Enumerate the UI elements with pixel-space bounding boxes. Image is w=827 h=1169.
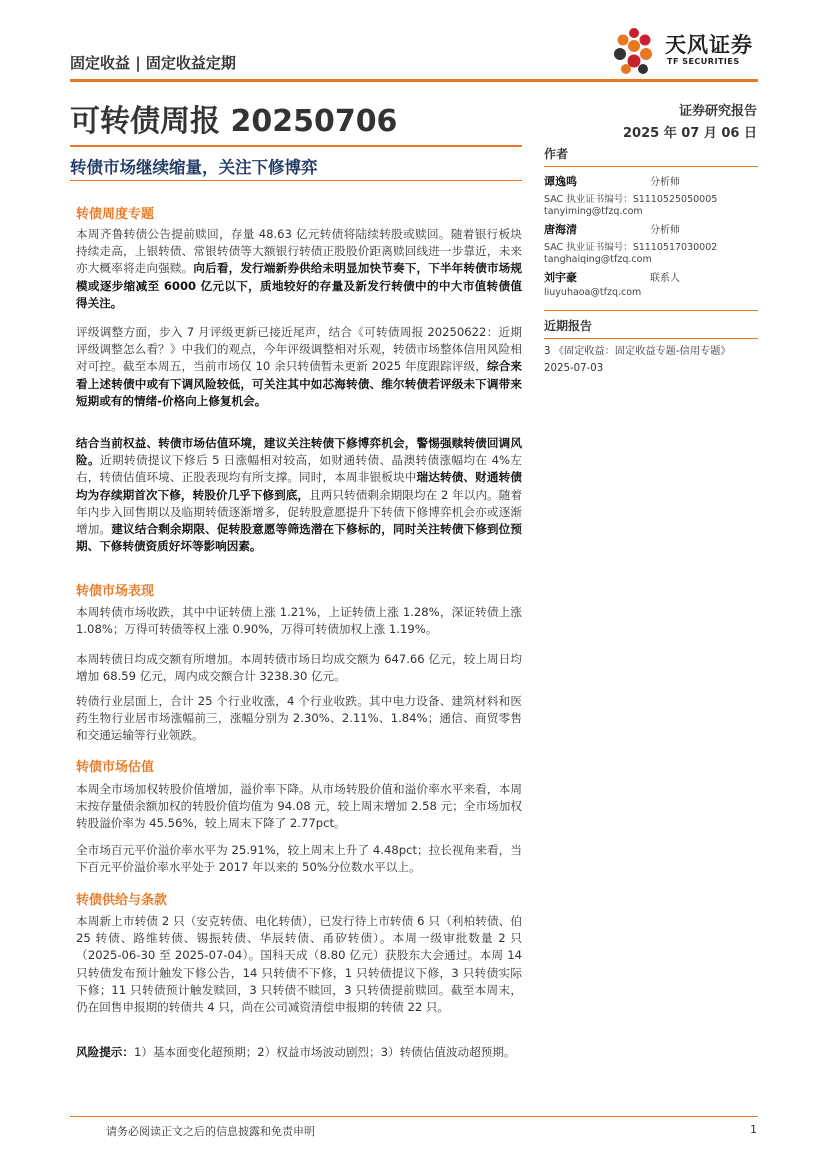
risk-warning-text: 1）基本面变化超预期；2）权益市场波动剧烈；3）转债估值波动超预期。 xyxy=(133,1045,516,1059)
paragraph-text: 评级调整方面，步入 7 月评级更新已接近尾声，结合《可转债周报 20250622：近期评级调整怎么看？》中我们的观点，今年评级调整相对乐观，转债市场整体信用风险相对可控。截至本周五，当前市场仅 10 余只转债暂未更新 2025 年度跟踪评级， xyxy=(76,325,522,374)
author-block xyxy=(544,173,758,217)
author-email[interactable]: tanyiming@tfzq.com xyxy=(544,206,643,217)
paragraph-text: 近期转债提议下修后 5 日涨幅相对较高，如财通转债、晶澳转债涨幅均在 4%左右，转债估值环境、正股表现均有所支撑。同时，本周非银板块中 xyxy=(76,453,522,485)
risk-warning xyxy=(76,1044,522,1061)
author-name: 刘宇豪 xyxy=(544,271,577,284)
authors-heading: 作者 xyxy=(544,147,569,161)
page-number: 1 xyxy=(750,1123,757,1136)
author-sac-number: SAC 执业证书编号：S1110525050005 xyxy=(544,194,718,205)
recent-report-link[interactable]: 3 《固定收益：固定收益专题-信用专题》 2025-07-03 xyxy=(544,346,731,374)
author-email[interactable]: tanghaiqing@tfzq.com xyxy=(544,254,652,265)
author-name: 唐海清 xyxy=(544,223,577,236)
paragraph-turnover: 本周转债日均成交额有所增加。本周转债市场日均成交额为 647.66 亿元，较上周日均增加 68.59 亿元，周内成交额合计 3238.30 亿元。 xyxy=(76,652,522,684)
paragraph-supply: 本周新上市转债 2 只（安克转债、电化转债），已发行待上市转债 6 只（利柏转债、伯 25 转债、路维转债、锡振转债、华辰转债、甬矽转债）。本周一级审批数量 2 只（2025-06-30 至 2025-07-04）。国科天成（8.80 亿元）获股东大会通过。本周 14 只转债发布预计触发下修公告，14 只转债不下修，1 只转债提议下修，3 只转债实际下修；11 只转债预计触发赎回，3 只转债不赎回，3 只转债提前赎回。截至本周末，仍在回售申报期的转债共 4 只，尚在公司减资清偿申报期的转债 22 只。 xyxy=(76,914,522,1015)
tf-securities-logo-icon xyxy=(608,26,664,76)
paragraph-industry: 转债行业层面上，合计 25 个行业收涨，4 个行业收跌。其中电力设备、建筑材料和医药生物行业居市场涨幅前三，涨幅分别为 2.30%、2.11%、1.84%；通信、商贸零售和交通运输等行业领跌。 xyxy=(76,694,522,743)
authors-divider xyxy=(544,166,758,167)
page-title: 可转债周报 20250706 xyxy=(70,104,398,139)
paragraph-conversion-value: 本周全市场加权转股价值增加，溢价率下降。从市场转股价值和溢价率水平来看，本周末按存量债余额加权的转股价值均值为 94.08 元，较上周末增加 2.58 元；全市场加权转股溢价率为 45.56%，较上周末下降了 2.77pct。 xyxy=(76,782,522,831)
section-heading-weekly-topic: 转债周度专题 xyxy=(76,207,155,222)
report-type: 证券研究报告 xyxy=(678,104,757,119)
paragraph-text: 本周齐鲁转债公告提前赎回，存量 48.63 亿元转债将陆续转股或赎回。随着银行板块持续走高，上银转债、常银转债等大额银行转债正股股价距离赎回线进一步靠近，未来亦大概率将走向强赎。 xyxy=(76,227,522,276)
report-category: 固定收益 | 固定收益定期 xyxy=(70,54,236,72)
author-email[interactable]: liuyuhaoa@tfzq.com xyxy=(544,287,642,298)
section-heading-market-performance: 转债市场表现 xyxy=(76,584,155,599)
title-divider xyxy=(70,145,522,147)
logo-english-name: TF SECURITIES xyxy=(667,57,740,66)
section-heading-valuation: 转债市场估值 xyxy=(76,760,155,775)
section-heading-supply-terms: 转债供给与条款 xyxy=(76,893,168,908)
subtitle-divider xyxy=(70,180,522,181)
author-block xyxy=(544,221,758,265)
author-name: 谭逸鸣 xyxy=(544,175,577,188)
paragraph-index-performance: 本周转债市场收跌，其中中证转债上涨 1.21%，上证转债上涨 1.28%，深证转债上涨 1.08%；万得可转债等权上涨 0.90%，万得可转债加权上涨 1.19%。 xyxy=(76,605,522,637)
risk-warning-label: 风险提示： xyxy=(76,1045,134,1059)
author-block xyxy=(544,269,758,298)
logo-chinese-name: 天风证券 xyxy=(665,33,753,57)
paragraph-emphasis: 建议结合剩余期限、促转股意愿等筛选潜在下修标的，同时关注转债下修到位预期、下修转债资质好坏等影响因素。 xyxy=(76,522,522,554)
header-divider xyxy=(70,79,758,82)
paragraph-emphasis: 结合当前权益、转债市场估值环境，建议关注转债下修博弈机会，警惕强赎转债回调风险。 xyxy=(76,436,522,468)
page-subtitle: 转债市场继续缩量，关注下修博弈 xyxy=(70,158,318,177)
author-role: 联系人 xyxy=(650,273,680,284)
recent-reports-heading: 近期报告 xyxy=(544,319,593,333)
author-role: 分析师 xyxy=(650,177,680,188)
report-date: 2025 年 07 月 06 日 xyxy=(623,126,757,141)
paragraph-emphasis: 综合来看上述转债中或有下调风险较低，可关注其中如芯海转债、维尔转债若评级未下调带来短期或有的情绪-价格向上修复机会。 xyxy=(76,359,522,408)
footer-disclaimer: 请务必阅读正文之后的信息披露和免责申明 xyxy=(106,1125,315,1138)
paragraph-emphasis: 向后看，发行端新券供给未明显加快节奏下，下半年转债市场规模或逐步缩减至 6000 亿元以下，质地较好的存量及新发行转债中的中大市值转债值得关注。 xyxy=(76,261,522,310)
paragraph-emphasis: 瑞达转债、财通转债均为存续期首次下修，转股价几乎下修到底， xyxy=(76,470,522,502)
paragraph-rating xyxy=(76,324,522,410)
paragraph-text: 且两只转债剩余期限均在 2 年以内。随着年内步入回售期以及临期转债逐渐增多，促转股意愿提升下转债下修博弈机会亦或逐渐增加。 xyxy=(76,487,522,537)
paragraph-downward-revision xyxy=(76,435,522,555)
author-role: 分析师 xyxy=(650,225,680,236)
paragraph-issuance xyxy=(76,226,522,312)
paragraph-premium: 全市场百元平价溢价率水平为 25.91%，较上周末上升了 4.48pct；拉长视角来看，当下百元平价溢价率水平处于 2017 年以来的 50%分位数水平以上。 xyxy=(76,843,522,875)
sidebar xyxy=(544,145,758,377)
recent-divider xyxy=(544,338,758,339)
author-sac-number: SAC 执业证书编号：S1110517030002 xyxy=(544,242,718,253)
footer-divider xyxy=(70,1116,758,1117)
recent-divider-top xyxy=(544,310,758,311)
